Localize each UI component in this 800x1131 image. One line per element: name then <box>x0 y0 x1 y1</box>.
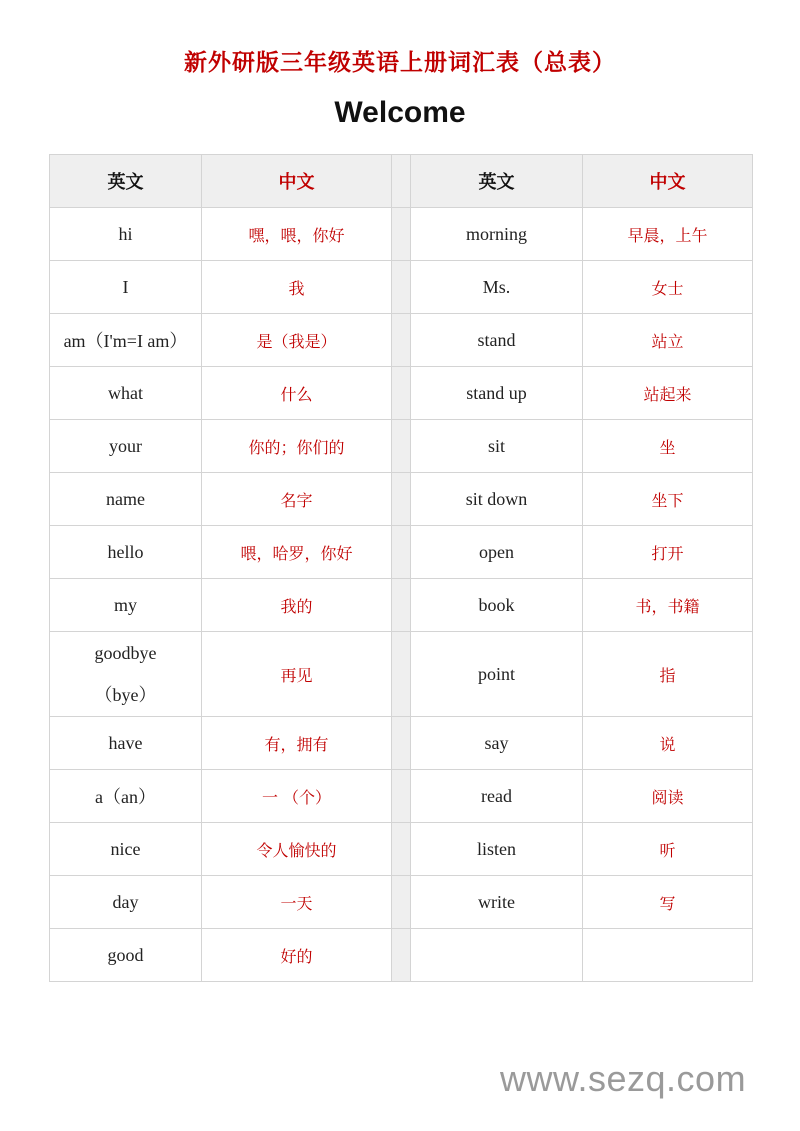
word-english <box>411 929 583 982</box>
column-divider <box>392 261 411 314</box>
word-chinese: 早晨，上午 <box>583 208 753 261</box>
word-chinese: 我的 <box>202 579 392 632</box>
table-row <box>50 261 753 314</box>
word-chinese: 说 <box>583 717 753 770</box>
word-chinese: 站立 <box>583 314 753 367</box>
word-english: morning <box>411 208 583 261</box>
word-chinese: 阅读 <box>583 770 753 823</box>
table-row <box>50 314 753 367</box>
word-english: hi <box>50 208 202 261</box>
column-divider <box>392 155 411 208</box>
word-english: day <box>50 876 202 929</box>
table-row <box>50 420 753 473</box>
word-english <box>50 632 202 717</box>
column-divider <box>392 420 411 473</box>
table-row <box>50 717 753 770</box>
word-chinese: 是（我是） <box>202 314 392 367</box>
word-chinese: 喂，哈罗，你好 <box>202 526 392 579</box>
column-divider <box>392 929 411 982</box>
document-title: 新外研版三年级英语上册词汇表（总表） <box>184 50 616 76</box>
word-english: read <box>411 770 583 823</box>
column-divider <box>392 526 411 579</box>
vocabulary-table <box>49 154 753 982</box>
word-english-line: goodbye <box>94 643 157 663</box>
word-english: hello <box>50 526 202 579</box>
header-english-left: 英文 <box>50 155 202 208</box>
word-english: Ms. <box>411 261 583 314</box>
word-english: sit down <box>411 473 583 526</box>
word-chinese <box>583 929 753 982</box>
word-chinese: 你的；你们的 <box>202 420 392 473</box>
word-chinese: 指 <box>583 632 753 717</box>
word-english: open <box>411 526 583 579</box>
word-chinese: 女士 <box>583 261 753 314</box>
word-english: sit <box>411 420 583 473</box>
word-english: name <box>50 473 202 526</box>
word-english: stand up <box>411 367 583 420</box>
word-english: nice <box>50 823 202 876</box>
word-chinese: 再见 <box>202 632 392 717</box>
word-english: stand <box>411 314 583 367</box>
word-english: point <box>411 632 583 717</box>
word-english: what <box>50 367 202 420</box>
word-chinese: 写 <box>583 876 753 929</box>
word-chinese: 听 <box>583 823 753 876</box>
word-chinese: 站起来 <box>583 367 753 420</box>
word-chinese: 书，书籍 <box>583 579 753 632</box>
column-divider <box>392 770 411 823</box>
word-english: listen <box>411 823 583 876</box>
table-row <box>50 208 753 261</box>
word-english: have <box>50 717 202 770</box>
word-chinese: 名字 <box>202 473 392 526</box>
word-chinese: 坐下 <box>583 473 753 526</box>
watermark-url: www.sezq.com <box>500 1058 747 1099</box>
word-chinese: 坐 <box>583 420 753 473</box>
word-english: write <box>411 876 583 929</box>
word-english: your <box>50 420 202 473</box>
word-english: say <box>411 717 583 770</box>
word-english: my <box>50 579 202 632</box>
column-divider <box>392 473 411 526</box>
word-english: I <box>50 261 202 314</box>
word-chinese: 好的 <box>202 929 392 982</box>
table-row <box>50 632 753 717</box>
word-chinese: 一 （个） <box>202 770 392 823</box>
word-chinese: 打开 <box>583 526 753 579</box>
table-row <box>50 526 753 579</box>
word-english-line: （bye） <box>94 685 157 705</box>
column-divider <box>392 823 411 876</box>
table-header-row <box>50 155 753 208</box>
word-chinese: 一天 <box>202 876 392 929</box>
column-divider <box>392 717 411 770</box>
table-row <box>50 876 753 929</box>
column-divider <box>392 876 411 929</box>
column-divider <box>392 632 411 717</box>
word-english: book <box>411 579 583 632</box>
word-english: am（I'm=I am） <box>50 314 202 367</box>
table-row <box>50 823 753 876</box>
column-divider <box>392 579 411 632</box>
word-chinese: 有，拥有 <box>202 717 392 770</box>
word-english: good <box>50 929 202 982</box>
word-chinese: 我 <box>202 261 392 314</box>
header-chinese-right: 中文 <box>583 155 753 208</box>
word-chinese: 令人愉快的 <box>202 823 392 876</box>
column-divider <box>392 208 411 261</box>
header-chinese-left: 中文 <box>202 155 392 208</box>
header-english-right: 英文 <box>411 155 583 208</box>
word-chinese: 嘿，喂，你好 <box>202 208 392 261</box>
word-english: a（an） <box>50 770 202 823</box>
table-row <box>50 579 753 632</box>
unit-title: Welcome <box>334 96 466 129</box>
table-row <box>50 367 753 420</box>
column-divider <box>392 314 411 367</box>
table-row <box>50 770 753 823</box>
table-row <box>50 473 753 526</box>
table-row <box>50 929 753 982</box>
word-chinese: 什么 <box>202 367 392 420</box>
column-divider <box>392 367 411 420</box>
